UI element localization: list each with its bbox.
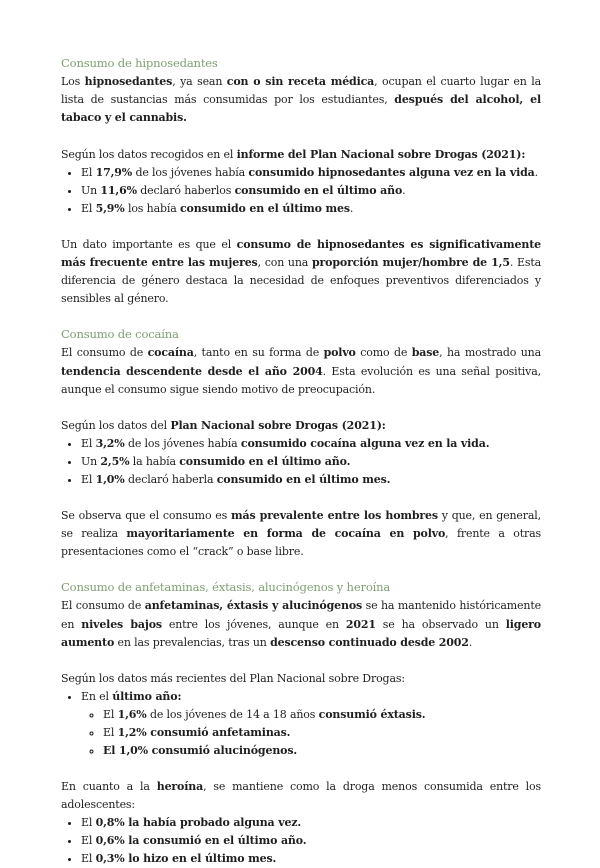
section-heading-anfetaminas: Consumo de anfetaminas, éxtasis, alucinógenos y heroína xyxy=(61,580,391,595)
paragraph: En cuanto a la heroína, se mantiene como la droga menos consumida entre los adolescentes: xyxy=(61,779,541,812)
list-item: • El 0,6% la consumió en el último año. xyxy=(81,832,541,850)
list-item: • Un 2,5% la había consumido en el último año. xyxy=(81,453,541,471)
bullet-list xyxy=(61,435,541,489)
paragraph: Según los datos del Plan Nacional sobre Drogas (2021): xyxy=(61,418,386,432)
list-item: • El 1,0% declaró haberla consumido en el último mes. xyxy=(81,471,541,489)
list-item: • El 5,9% los había consumido en el último mes. xyxy=(81,200,541,218)
paragraph: El consumo de cocaína, tanto en su forma de polvo como de base, ha mostrado una tendencia descendente desde el año 2004. Esta evolución es una señal positiva, aunque el consumo sigue siendo motivo de preocupación. xyxy=(61,346,542,396)
paragraph: El consumo de anfetaminas, éxtasis y alucinógenos se ha mantenido históricamente en niveles bajos entre los jóvenes, aunque en 2021 se ha observado un ligero aumento en las prevalencias, tras un descenso continuado desde 2002. xyxy=(61,599,541,649)
section-heading-hipnosedantes: Consumo de hipnosedantes xyxy=(61,56,218,70)
list-item: ◦ El 1,2% consumió anfetaminas. xyxy=(103,724,541,742)
list-item: ◦ El 1,6% de los jóvenes de 14 a 18 años consumió éxtasis. xyxy=(103,706,541,724)
section-heading-cocaina: Consumo de cocaína xyxy=(61,327,179,342)
list-item: ◦ El 1,0% consumió alucinógenos. xyxy=(103,742,541,760)
paragraph: Según los datos más recientes del Plan Nacional sobre Drogas: xyxy=(61,672,405,686)
paragraph: Los hipnosedantes, ya sean con o sin receta médica, ocupan el cuarto lugar en la lista de sustancias más consumidas por los estudiantes, después del alcohol, el tabaco y el cannabis. xyxy=(61,75,542,125)
paragraph: Un dato importante es que el consumo de hipnosedantes es significativamente más frecuente entre las mujeres, con una proporción mujer/hombre de 1,5. Esta diferencia de género destaca la necesidad de enfoques preventivos diferenciados y sensibles al género. xyxy=(61,237,542,306)
paragraph: Se observa que el consumo es más prevalente entre los hombres y que, en general, se realiza mayoritariamente en forma de cocaína en polvo, frente a otras presentaciones como el “crack” o base libre. xyxy=(61,508,541,559)
list-item: • En el último año: ◦ El 1,6% de los jóvenes de 14 a 18 años consumió éxtasis. ◦ El 1,2% consumió anfetaminas. ◦ El 1,0% consumió alucinógenos. xyxy=(81,688,541,760)
list-item: • El 0,8% la había probado alguna vez. xyxy=(81,814,541,832)
bullet-list xyxy=(61,688,541,760)
list-item: • Un 11,6% declaró haberlos consumido en el último año. xyxy=(81,182,541,200)
list-item: • El 0,3% lo hizo en el último mes. xyxy=(81,850,541,868)
paragraph: Según los datos recogidos en el informe del Plan Nacional sobre Drogas (2021): xyxy=(61,147,526,161)
sub-bullet-list xyxy=(81,706,541,760)
list-item: • El 17,9% de los jóvenes había consumido hipnosedantes alguna vez en la vida. xyxy=(81,164,541,182)
bullet-list xyxy=(61,814,541,868)
bullet-list xyxy=(61,164,541,218)
list-item: • El 3,2% de los jóvenes había consumido cocaína alguna vez en la vida. xyxy=(81,435,541,453)
